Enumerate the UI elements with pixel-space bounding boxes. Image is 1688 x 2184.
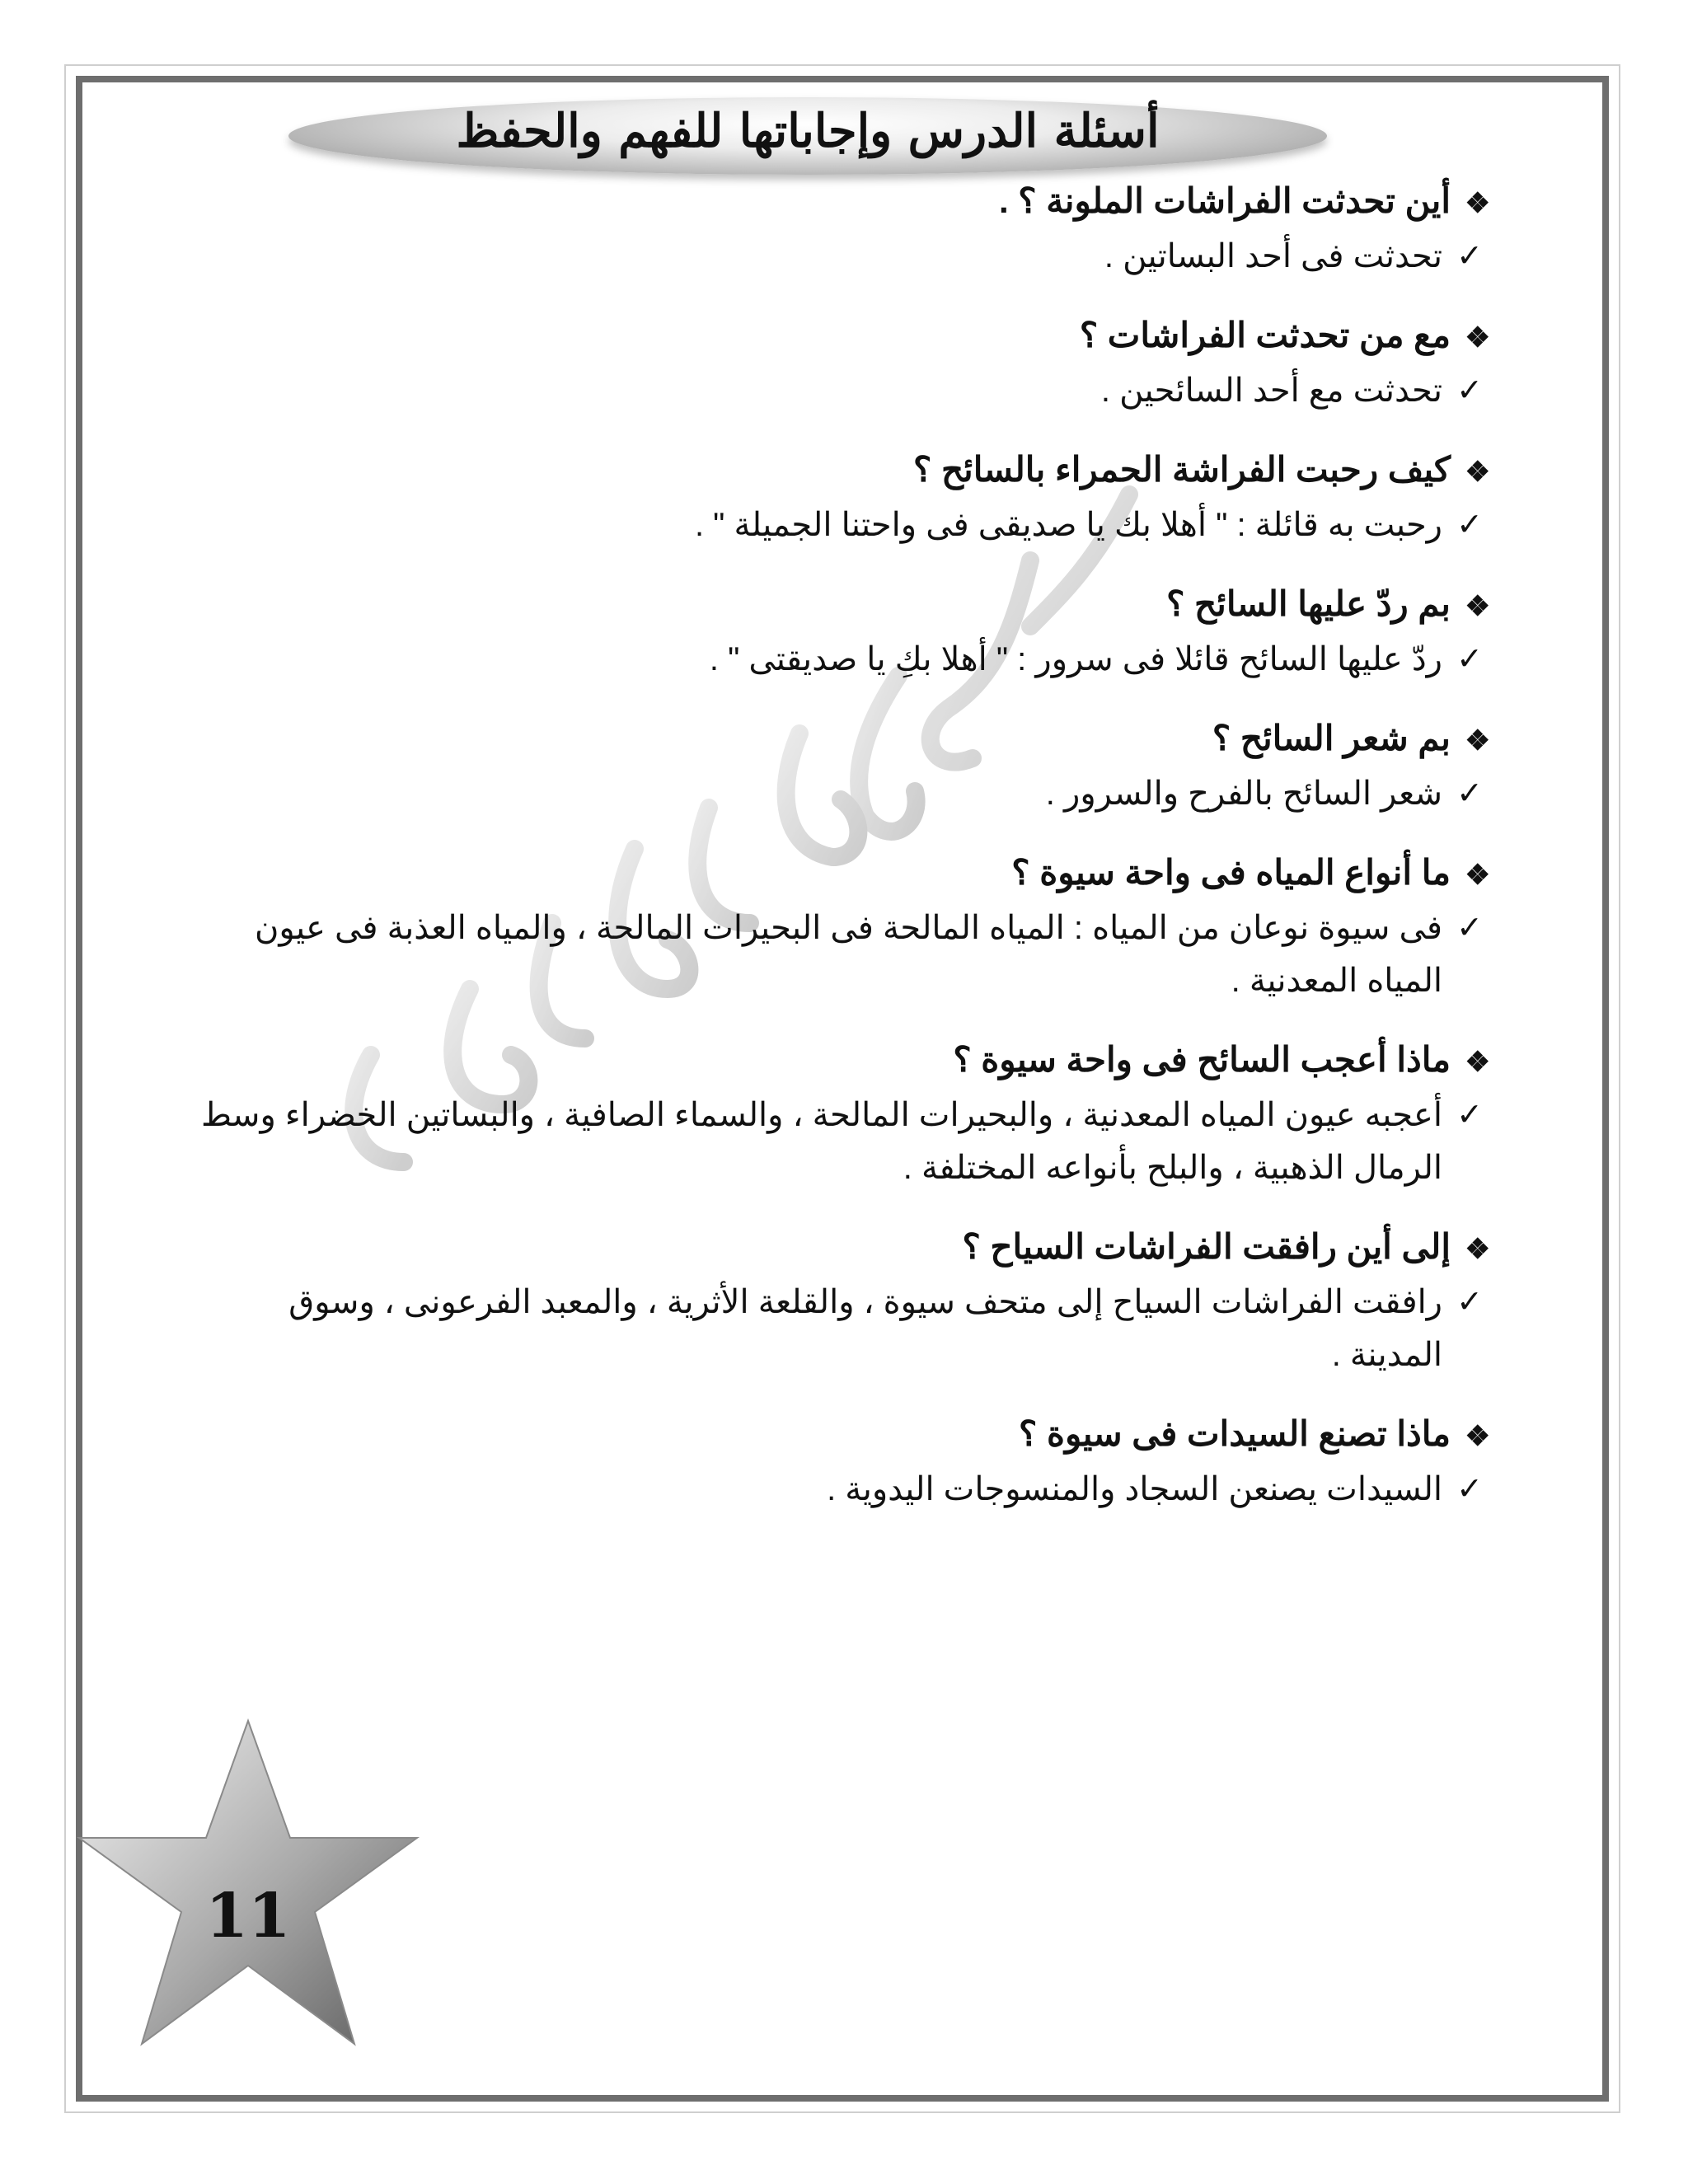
- diamond-bullet-icon: ❖: [1465, 860, 1490, 891]
- checkmark-icon: ✓: [1456, 239, 1483, 274]
- qa-item: [198, 1408, 1490, 1516]
- answer-line: [198, 633, 1490, 686]
- answer-text: رافقت الفراشات السياح إلى متحف سيوة ، والقلعة الأثرية ، والمعبد الفرعونى ، وسوق المدينة .: [288, 1284, 1442, 1373]
- answer-line: [198, 1276, 1490, 1381]
- question-line: [198, 309, 1490, 364]
- diamond-bullet-icon: ❖: [1465, 725, 1490, 757]
- checkmark-icon: ✓: [1456, 1472, 1483, 1507]
- answer-text: تحدثت مع أحد السائحين .: [1100, 373, 1442, 409]
- answer-line: [198, 902, 1490, 1007]
- diamond-bullet-icon: ❖: [1465, 322, 1490, 354]
- qa-item: [198, 1033, 1490, 1194]
- qa-item: [198, 578, 1490, 686]
- question-text: بم ردّ عليها السائح ؟: [1166, 584, 1451, 623]
- checkmark-icon: ✓: [1456, 642, 1483, 677]
- question-line: [198, 1408, 1490, 1463]
- answer-text: تحدثت فى أحد البساتين .: [1104, 238, 1442, 274]
- checkmark-icon: ✓: [1456, 508, 1483, 542]
- question-text: ماذا تصنع السيدات فى سيوة ؟: [1019, 1414, 1451, 1453]
- question-line: [198, 846, 1490, 902]
- answer-line: [198, 364, 1490, 417]
- page-number: 11: [205, 1881, 291, 1952]
- answer-line: [198, 230, 1490, 283]
- checkmark-icon: ✓: [1456, 1098, 1483, 1132]
- qa-item: [198, 712, 1490, 820]
- answer-line: [198, 499, 1490, 551]
- question-text: مع من تحدثت الفراشات ؟: [1079, 316, 1451, 354]
- diamond-bullet-icon: ❖: [1465, 591, 1490, 622]
- diamond-bullet-icon: ❖: [1465, 188, 1490, 219]
- qa-list: [198, 175, 1490, 1516]
- qa-item: [198, 1221, 1490, 1381]
- qa-item: [198, 309, 1490, 417]
- checkmark-icon: ✓: [1456, 1285, 1483, 1319]
- page-title: أسئلة الدرس وإجاباتها للفهم والحفظ: [456, 104, 1160, 158]
- question-line: [198, 443, 1490, 499]
- answer-line: [198, 767, 1490, 820]
- diamond-bullet-icon: ❖: [1465, 1047, 1490, 1078]
- question-line: [198, 1221, 1490, 1276]
- question-text: أين تحدثت الفراشات الملونة ؟ .: [998, 181, 1451, 220]
- answer-text: أعجبه عيون المياه المعدنية ، والبحيرات المالحة ، والسماء الصافية ، والبساتين الخضراء وسط الرمال الذهبية ، والبلح بأنواعه المختلفة .: [200, 1097, 1442, 1186]
- question-text: بم شعر السائح ؟: [1212, 719, 1451, 757]
- answer-text: شعر السائح بالفرح والسرور .: [1045, 776, 1442, 812]
- qa-item: [198, 846, 1490, 1007]
- checkmark-icon: ✓: [1456, 911, 1483, 945]
- question-text: كيف رحبت الفراشة الحمراء بالسائح ؟: [912, 450, 1451, 489]
- diamond-bullet-icon: ❖: [1465, 457, 1490, 488]
- question-text: إلى أين رافقت الفراشات السياح ؟: [962, 1227, 1451, 1266]
- diamond-bullet-icon: ❖: [1465, 1234, 1490, 1265]
- answer-text: السيدات يصنعن السجاد والمنسوجات اليدوية .: [827, 1471, 1442, 1507]
- answer-text: رحبت به قائلة : " أهلا بك يا صديقى فى واحتنا الجميلة " .: [694, 507, 1442, 543]
- qa-item: [198, 443, 1490, 551]
- answer-line: [198, 1089, 1490, 1194]
- question-line: [198, 578, 1490, 633]
- answer-line: [198, 1463, 1490, 1516]
- question-line: [198, 712, 1490, 767]
- diamond-bullet-icon: ❖: [1465, 1421, 1490, 1452]
- answer-text: ردّ عليها السائح قائلا فى سرور : " أهلا بكِ يا صديقتى " .: [709, 641, 1442, 677]
- answer-text: فى سيوة نوعان من المياه : المياه المالحة فى البحيرات المالحة ، والمياه العذبة فى عيون المياه المعدنية .: [254, 910, 1442, 999]
- question-text: ماذا أعجب السائح فى واحة سيوة ؟: [953, 1040, 1451, 1079]
- checkmark-icon: ✓: [1456, 776, 1483, 811]
- question-text: ما أنواع المياه فى واحة سيوة ؟: [1011, 853, 1451, 892]
- checkmark-icon: ✓: [1456, 373, 1483, 408]
- question-line: [198, 175, 1490, 230]
- question-line: [198, 1033, 1490, 1089]
- qa-item: [198, 175, 1490, 283]
